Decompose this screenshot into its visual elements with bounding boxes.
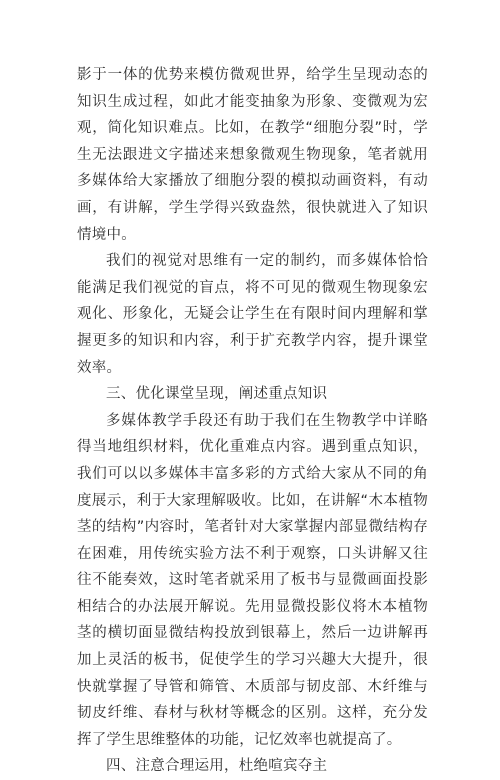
section-heading-3: 三、优化课堂呈现，阐述重点知识	[106, 386, 328, 403]
paragraph-visual-limitations: 我们的视觉对思维有一定的制约，而多媒体恰恰能满足我们视觉的盲点，将不可见的微观生物现象宏观化、形象化，无疑会让学生在有限时间内理解和掌握更多的知识和内容，利于扩充教学内容，提升课堂效率。	[77, 253, 428, 376]
paragraph-multimedia-simulation: 影于一体的优势来模仿微观世界，给学生呈现动态的知识生成过程，如此才能变抽象为形象、变微观为宏观，简化知识难点。比如，在教学“细胞分裂”时，学生无法跟进文字描述来想象微观生物现象，笔者就用多媒体给大家播放了细胞分裂的模拟动画资料，有动画，有讲解，学生学得兴致盎然，很快就进入了知识情境中。	[77, 67, 428, 243]
section-heading-4: 四、注意合理运用，杜绝喧宾夺主	[106, 758, 328, 775]
paragraph-key-knowledge: 多媒体教学手段还有助于我们在生物教学中详略得当地组织材料，优化重难点内容。遇到重点知识，我们可以以多媒体丰富多彩的方式给大家从不同的角度展示，利于大家理解吸收。比如，在讲解“木本植物茎的结构”内容时，笔者针对大家掌握内部显微结构存在困难，用传统实验方法不利于观察，口头讲解又往往不能奏效，这时笔者就采用了板书与显微画面投影相结合的办法展开解说。先用显微投影仪将木本植物茎的横切面显微结构投放到银幕上，然后一边讲解再加上灵活的板书，促使学生的学习兴趣大大提升，很快就掌握了导管和筛管、木质部与韧皮部、木纤维与韧皮纤维、春材与秋材等概念的区别。这样，充分发挥了学生思维整体的功能，记忆效率也就提高了。	[77, 412, 428, 748]
